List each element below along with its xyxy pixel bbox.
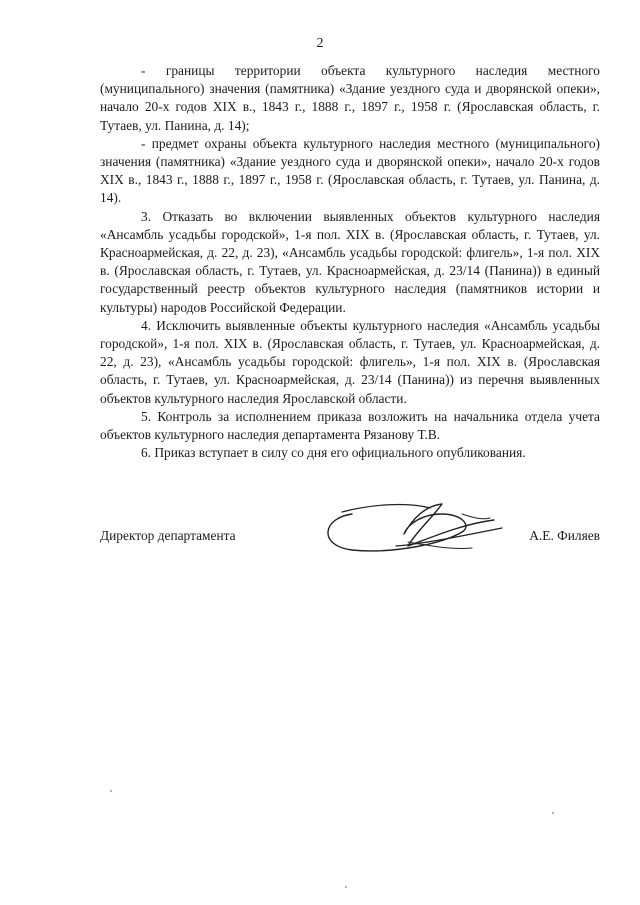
scan-speck — [552, 812, 554, 814]
paragraph-item-6-effective: 6. Приказ вступает в силу со дня его официального опубликования. — [141, 445, 526, 461]
signatory-name: А.Е. Филяев — [529, 528, 600, 543]
scan-speck — [345, 886, 347, 888]
paragraph-item-4-exclusion: 4. Исключить выявленные объекты культурного наследия «Ансамбль усадьбы городской», 1-я пол. XIX в. (Ярославская область, г. Тутаев, ул. Красноармейская, д. 22, д. 23), «Ансамбль усадьбы городской: флигель», 1-я пол. XIX в. (Ярославская область, г. Тутаев, ул. Красноармейская, д. 23/14 (Панина)) из перечня выявленных объектов культурного наследия Ярославской области. — [100, 317, 600, 406]
paragraph-item-3-refusal: 3. Отказать во включении выявленных объектов культурного наследия «Ансамбль усадьбы городской», 1-я пол. XIX в. (Ярославская область, г. Тутаев, ул. Красноармейская, д. 22, д. 23), «Ансамбль усадьбы городской: флигель», 1-я пол. XIX в. (Ярославская область, г. Тутаев, ул. Красноармейская, д. 23/14 (Панина)) в единый государственный реестр объектов культурного наследия (памятников истории и культуры) народов Российской Федерации. — [100, 208, 600, 315]
signatory-title: Директор департамента — [100, 528, 236, 543]
handwritten-signature — [312, 484, 512, 564]
scan-speck — [110, 790, 112, 792]
paragraph-territory-boundaries: - границы территории объекта культурного наследия местного (муниципального) значения (памятника) «Здание уездного суда и дворянской опеки», начало 20-х годов XIX в., 1843 г., 1888 г., 1897 г., 1958 г. (Ярославская область, г. Тутаев, ул. Панина, д. 14); — [100, 63, 600, 133]
paragraph-protection-subject: - предмет охраны объекта культурного наследия местного (муниципального) значения (памятника) «Здание уездного суда и дворянской опеки», начало 20-х годов XIX в., 1843 г., 1888 г., 1897 г., 1958 г. (Ярославская область, г. Тутаев, ул. Панина, д. 14). — [100, 135, 600, 206]
document-body — [100, 62, 600, 462]
paragraph-item-5-control: 5. Контроль за исполнением приказа возложить на начальника отдела учета объектов культурного наследия департамента Рязанову Т.В. — [100, 408, 600, 443]
page-number: 2 — [316, 36, 324, 51]
